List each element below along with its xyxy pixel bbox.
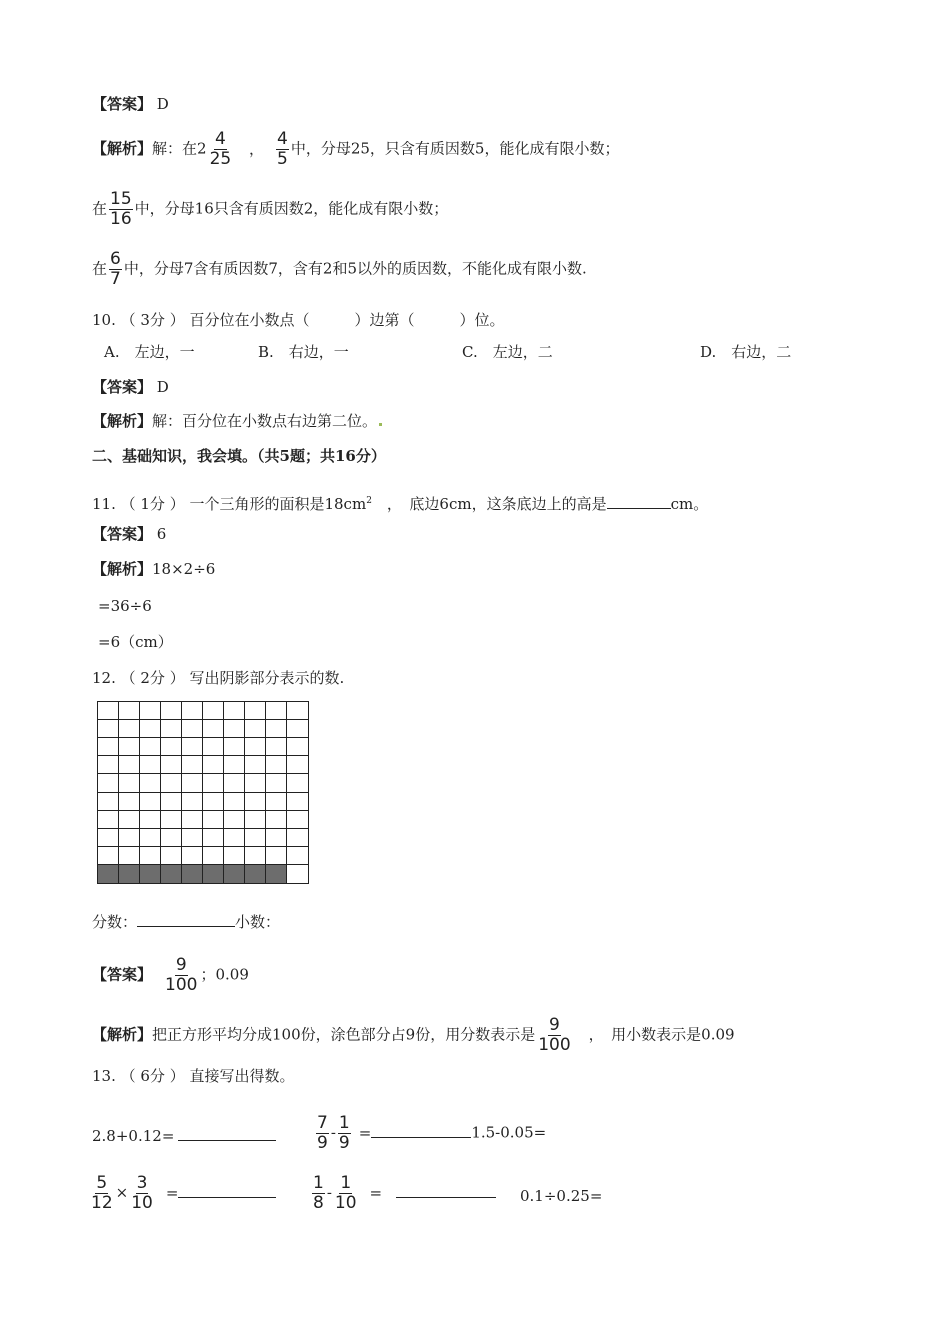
q12-analysis-line [92,1016,735,1055]
grid-cell [224,829,245,847]
grid-cell [287,720,308,738]
grid-cell [119,811,140,829]
q13-expr-4 [88,1174,276,1213]
grid-cell [203,756,224,774]
grid-cell [98,811,119,829]
q10-option-a: A. 左边，一 [104,343,195,361]
grid-cell [98,793,119,811]
expression: 1.5-0.05= [471,1123,547,1142]
grid-cell [98,738,119,756]
analysis-label: 【解析】 [92,139,153,158]
fraction: $\frac{9}{100}$ [165,955,198,995]
q9-analysis-line-3 [92,250,587,289]
grid-cell [161,756,182,774]
grid-cell [203,720,224,738]
grid-cell [98,829,119,847]
grid-cell [140,829,161,847]
analysis-text: 把正方形平均分成100份，涂色部分占9份，用分数表示是 [152,1025,536,1044]
grid-cell [224,847,245,865]
stem-text: cm。 [670,495,709,513]
analysis-label: 【解析】 [92,560,153,578]
grid-cell [245,702,266,720]
answer-blank[interactable] [607,494,671,509]
grid-cell [182,829,203,847]
hundred-square-grid [97,701,309,884]
grid-cell [98,702,119,720]
q9-analysis-line-1 [92,130,619,169]
grid-cell [98,774,119,792]
q12-fill-line [92,912,280,932]
fraction: $\frac{1}{10}$ [334,1173,357,1213]
fraction: $\frac{7}{9}$ [317,1113,328,1153]
stem-text: ， 底边6cm，这条底边上的高是 [371,495,607,513]
analysis-step: =36÷6 [98,597,152,615]
fraction: $\frac{6}{7}$ [110,249,121,289]
q10-answer-line [92,377,169,397]
grid-cell [245,811,266,829]
grid-cell [119,793,140,811]
analysis-text: 解：百分位在小数点右边第二位。 [152,412,378,430]
equals: = [165,1183,179,1202]
grid-cell [224,756,245,774]
q13-expr-2 [314,1114,546,1153]
grid-cell [182,720,203,738]
grid-cell-shaded [224,865,245,883]
grid-cell [287,811,308,829]
analysis-label: 【解析】 [92,412,153,430]
grid-cell [245,774,266,792]
grid-cell [287,774,308,792]
analysis-step: 18×2÷6 [152,560,216,578]
grid-cell [224,738,245,756]
grid-cell [203,738,224,756]
q11-stem [92,491,708,514]
grid-cell-shaded [140,865,161,883]
grid-cell [161,811,182,829]
grid-cell [140,702,161,720]
grid-cell [287,865,308,883]
fraction: $\frac{3}{10}$ [131,1173,153,1213]
grid-cell [224,720,245,738]
grid-cell [287,702,308,720]
grid-cell [287,793,308,811]
grid-cell [266,702,287,720]
analysis-step: =6（cm） [98,633,173,651]
grid-cell [161,829,182,847]
grid-cell [245,720,266,738]
q10-option-d: D. 右边，二 [700,343,792,361]
grid-cell [119,829,140,847]
grid-cell [203,702,224,720]
grid-cell [245,756,266,774]
fraction: $\frac{1}{8}$ [313,1173,324,1213]
grid-cell [140,811,161,829]
grid-cell [266,738,287,756]
grid-cell [287,756,308,774]
q9-analysis-line-2 [92,190,448,229]
grid-cell [266,811,287,829]
answer-value: D [156,95,169,113]
answer-label: 【答案】 [92,378,153,396]
grid-cell [203,774,224,792]
grid-cell [245,793,266,811]
grid-cell [266,829,287,847]
fill-label: 小数： [235,913,281,931]
fraction: $\frac{5}{12}$ [91,1173,113,1213]
grid-cell [287,738,308,756]
operator: × [115,1183,129,1202]
grid-cell [287,847,308,865]
grid-cell [140,720,161,738]
separator: ， [248,139,264,158]
analysis-text: 在 [92,259,108,278]
fraction: $\frac{4}{25}$ [209,129,232,169]
q13-stem: 13. （ 6分 ） 直接写出得数。 [92,1067,295,1085]
fraction-blank[interactable] [137,912,235,927]
analysis-text: 在 [92,199,108,218]
grid-cell [98,720,119,738]
q13-expr-1 [92,1126,276,1146]
grid-cell [119,702,140,720]
grid-cell-shaded [203,865,224,883]
fraction: $\frac{4}{5}$ [277,129,288,169]
answer-value: D [156,378,169,396]
q11-analysis-line [92,559,215,579]
grid-cell [140,793,161,811]
grid-cell [98,756,119,774]
grid-cell [224,774,245,792]
grid-cell [119,720,140,738]
grid-cell-shaded [245,865,266,883]
fraction: $\frac{1}{9}$ [338,1113,350,1153]
grid-cell [203,829,224,847]
grid-cell [140,738,161,756]
equals: = [369,1183,383,1202]
answer-label: 【答案】 [92,95,153,113]
grid-cell [245,829,266,847]
grid-cell [140,756,161,774]
answer-blank[interactable] [396,1183,496,1198]
grid-cell-shaded [266,865,287,883]
expression: 2.8+0.12= [92,1127,175,1145]
fraction: $\frac{15}{16}$ [110,189,132,229]
grid-cell [266,774,287,792]
grid-cell [182,756,203,774]
grid-cell [161,774,182,792]
grid-cell [161,702,182,720]
stem-text: 11. （ 1分 ） 一个三角形的面积是18cm [92,495,367,513]
analysis-text: 中，分母16只含有质因数2，能化成有限小数； [134,199,449,218]
grid-cell [182,793,203,811]
grid-cell [182,847,203,865]
grid-cell [161,793,182,811]
q10-option-b: B. 右边，一 [258,343,349,361]
grid-cell [182,738,203,756]
grid-cell [161,847,182,865]
q10-analysis-line [92,411,382,431]
grid-cell [245,738,266,756]
grid-cell-shaded [182,865,203,883]
analysis-text: 中，分母7含有质因数7，含有2和5以外的质因数，不能化成有限小数. [123,259,587,278]
operator: - [330,1123,336,1142]
fraction: $\frac{9}{100}$ [538,1015,571,1055]
grid-cell [182,774,203,792]
grid-cell [182,702,203,720]
grid-cell [119,738,140,756]
grid-cell [203,811,224,829]
answer-label: 【答案】 [92,965,153,984]
grid-cell [266,793,287,811]
grid-cell [266,756,287,774]
q11-answer-line [92,524,166,544]
fill-label: 分数： [92,913,138,931]
q10-option-c: C. 左边，二 [462,343,553,361]
q12-stem: 12. （ 2分 ） 写出阴影部分表示的数. [92,669,345,687]
answer-blank[interactable] [178,1183,276,1198]
grid-cell [161,738,182,756]
grid-cell-shaded [161,865,182,883]
q9-answer-line [92,94,169,114]
analysis-text: 解：在2 [152,139,207,158]
grid-cell [119,756,140,774]
answer-value: 6 [156,525,167,543]
analysis-text: 中，分母25，只含有质因数5，能化成有限小数； [290,139,620,158]
answer-value: ；0.09 [200,965,249,984]
answer-label: 【答案】 [92,525,153,543]
q13-expr-5 [310,1174,496,1213]
grid-cell [203,793,224,811]
grid-cell [140,847,161,865]
q13-expr-6: 0.1÷0.25= [520,1187,603,1205]
grid-cell [224,702,245,720]
grid-cell-shaded [98,865,119,883]
grid-cell [266,847,287,865]
grid-cell [182,811,203,829]
grid-cell [119,774,140,792]
grid-cell [140,774,161,792]
answer-blank[interactable] [178,1126,276,1141]
grid-cell [287,829,308,847]
q10-stem: 10. （ 3分 ） 百分位在小数点（ ）边第（ ）位。 [92,311,505,329]
analysis-label: 【解析】 [92,1025,153,1044]
equals: = [358,1123,372,1142]
section-title: 二、基础知识，我会填。（共5题；共16分） [92,447,386,465]
operator: - [326,1183,332,1202]
analysis-text: ， 用小数表示是0.09 [573,1025,735,1044]
grid-cell [245,847,266,865]
superscript: 2 [366,496,372,506]
grid-cell [266,720,287,738]
grid-cell [98,847,119,865]
grid-cell [161,720,182,738]
grid-cell [224,793,245,811]
grid-cell [119,847,140,865]
grid-cell-shaded [119,865,140,883]
marker-dot [379,423,382,426]
grid-cell [224,811,245,829]
q12-answer-line [92,956,249,995]
grid-cell [203,847,224,865]
answer-blank[interactable] [371,1123,471,1138]
